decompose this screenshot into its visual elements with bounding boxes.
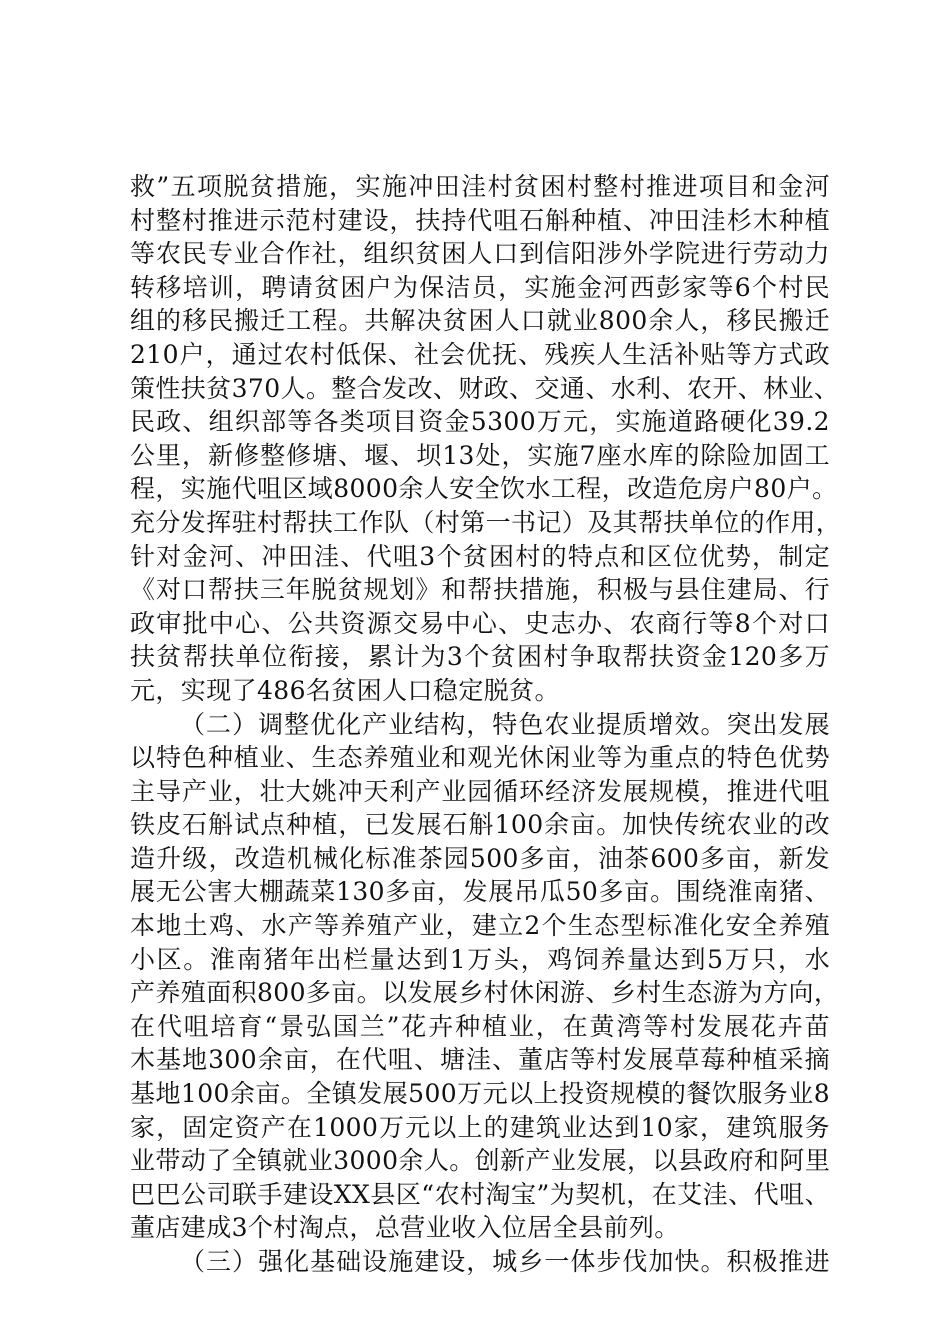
text-line: 民政、组织部等各类项目资金5300万元，实施道路硬化39.2 [130, 407, 830, 437]
text-line: 以特色种植业、生态养殖业和观光休闲业等为重点的特色优势 [130, 743, 830, 773]
text-line: 家，固定资产在1000万元以上的建筑业达到10家，建筑服务 [130, 1112, 830, 1142]
section-heading-line: （二）调整优化产业结构，特色农业提质增效。突出发展 [180, 709, 830, 739]
text-line: 业带动了全镇就业3000余人。创新产业发展，以县政府和阿里 [130, 1146, 831, 1176]
text-line: 主导产业，壮大姚冲天利产业园循环经济发展规模，推进代咀 [130, 776, 830, 806]
text-line: 产养殖面积800多亩。以发展乡村休闲游、乡村生态游为方向， [130, 978, 840, 1008]
text-line: 本地土鸡、水产等养殖产业，建立2个生态型标准化安全养殖 [130, 911, 830, 941]
text-line: 铁皮石斛试点种植，已发展石斛100余亩。加快传统农业的改 [130, 810, 830, 840]
text-line: 等农民专业合作社，组织贫困人口到信阳涉外学院进行劳动力 [130, 239, 830, 269]
text-line: 转移培训，聘请贫困户为保洁员，实施金河西彭家等6个村民 [130, 272, 830, 302]
text-line: 在代咀培育“景弘国兰”花卉种植业，在黄湾等村发展花卉苗 [130, 1011, 830, 1041]
text-line: 巴巴公司联手建设XX县区“农村淘宝”为契机，在艾洼、代咀、 [130, 1179, 830, 1209]
text-line: 针对金河、冲田洼、代咀3个贫困村的特点和区位优势，制定 [130, 541, 830, 571]
text-line: 扶贫帮扶单位衔接，累计为3个贫困村争取帮扶资金120多万 [130, 642, 830, 672]
text-line: 元，实现了486名贫困人口稳定脱贫。 [130, 675, 560, 705]
text-line: 210户，通过农村低保、社会优抚、残疾人生活补贴等方式政 [130, 339, 830, 369]
text-line: 村整村推进示范村建设，扶持代咀石斛种植、冲田洼杉木种植 [130, 205, 830, 235]
text-line: 程，实施代咀区域8000余人安全饮水工程，改造危房户80户。 [130, 474, 838, 504]
text-line: 董店建成3个村淘点，总营业收入位居全县前列。 [130, 1213, 680, 1243]
text-line: 《对口帮扶三年脱贫规划》和帮扶措施，积极与县住建局、行 [130, 575, 830, 605]
text-line: 政审批中心、公共资源交易中心、史志办、农商行等8个对口 [130, 608, 830, 638]
section-heading-line: （三）强化基础设施建设，城乡一体步伐加快。积极推进 [180, 1247, 830, 1276]
text-line: 充分发挥驻村帮扶工作队（村第一书记）及其帮扶单位的作用， [130, 507, 842, 537]
text-line: 小区。淮南猪年出栏量达到1万头，鸡饲养量达到5万只，水 [130, 944, 830, 974]
text-line: 展无公害大棚蔬菜130多亩，发展吊瓜50多亩。围绕淮南猪、 [130, 877, 830, 907]
text-line: 造升级，改造机械化标准茶园500多亩，油茶600多亩，新发 [130, 843, 830, 873]
text-line: 救”五项脱贫措施，实施冲田洼村贫困村整村推进项目和金河 [130, 172, 830, 201]
text-line: 基地100余亩。全镇发展500万元以上投资规模的餐饮服务业8 [130, 1079, 830, 1109]
text-line: 组的移民搬迁工程。共解决贫困人口就业800余人，移民搬迁 [130, 306, 830, 336]
body-text [130, 170, 842, 1279]
text-line: 木基地300余亩，在代咀、塘洼、董店等村发展草莓种植采摘 [130, 1045, 830, 1075]
text-line: 公里，新修整修塘、堰、坝13处，实施7座水库的除险加固工 [130, 440, 830, 470]
text-line: 策性扶贫370人。整合发改、财政、交通、水利、农开、林业、 [130, 373, 840, 403]
